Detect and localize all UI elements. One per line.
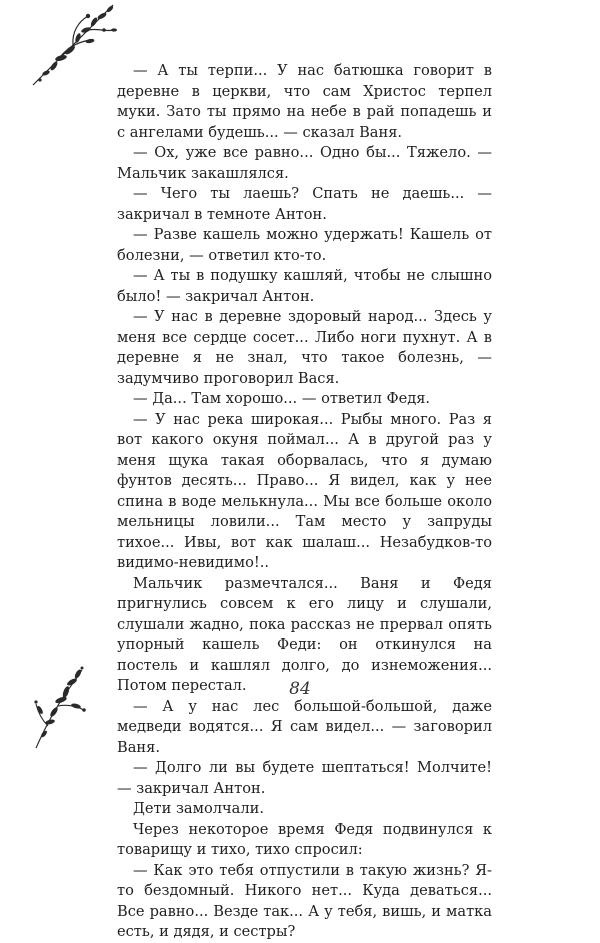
text-block [117,61,492,943]
paragraph: Дети замолчали. [133,800,264,817]
paragraph: — Чего ты лаешь? Спать не даешь... — закричал в темноте Антон. [117,185,492,223]
paragraph: — А у нас лес большой-большой, даже медведи водятся... Я сам видел... — заговорил Ваня. [117,697,492,756]
paragraph: — Долго ли вы будете шептаться! Молчите! — закричал Антон. [117,759,492,797]
paragraph: Мальчик размечтался... Ваня и Федя пригнулись совсем к его лицу и слушали, слушали жадно, пока рассказ не прервал опять упорный кашель Феди: он откинулся на постель и кашлял долго, до изнеможения... Потом перестал. [117,574,492,694]
paragraph: — А ты терпи... У нас батюшка говорит в деревне в церкви, что сам Христос терпел муки. Зато ты прямо на небе в рай попадешь и с ангелами будешь... — сказал Ваня. [117,62,492,141]
paragraph: — Ох, уже все равно... Одно бы... Тяжело. — Мальчик закашлялся. [117,144,492,182]
paragraph: — Да... Там хорошо... — ответил Федя. [133,390,431,407]
paragraph: — У нас в деревне здоровый народ... Здесь у меня все сердце сосет... Либо ноги пухнут. А в деревне я не знал, что такое болезнь, — задумчиво проговорил Вася. [117,308,492,387]
page-number: 84 [289,679,311,699]
paragraph: — А ты в подушку кашляй, чтобы не слышно было! — закричал Антон. [117,267,492,305]
paragraph: — У нас река широкая... Рыбы много. Раз я вот какого окуня поймал... А в другой раз у меня щука такая оборвалась, что я думаю фунтов десять... Право... Я видел, как у нее спина в воде мелькнула... Мы все больше около мельницы ловили... Там место у запруды тихое... Ивы, вот как шалаш... Незабудков-то видимо-невидимо!.. [117,410,492,571]
paragraph: — Разве кашель можно удержать! Кашель от болезни, — ответил кто-то. [117,226,492,264]
floral-ornament-top-icon [28,0,123,90]
floral-ornament-bottom-icon [28,660,88,750]
paragraph: Через некоторое время Федя подвинулся к товарищу и тихо, тихо спросил: [117,820,492,858]
paragraph: — Как это тебя отпустили в такую жизнь? Я-то бездомный. Никого нет... Куда деваться... Все равно... Везде так... А у тебя, вишь, и матка есть, и дядя, и сестры? [117,861,492,940]
